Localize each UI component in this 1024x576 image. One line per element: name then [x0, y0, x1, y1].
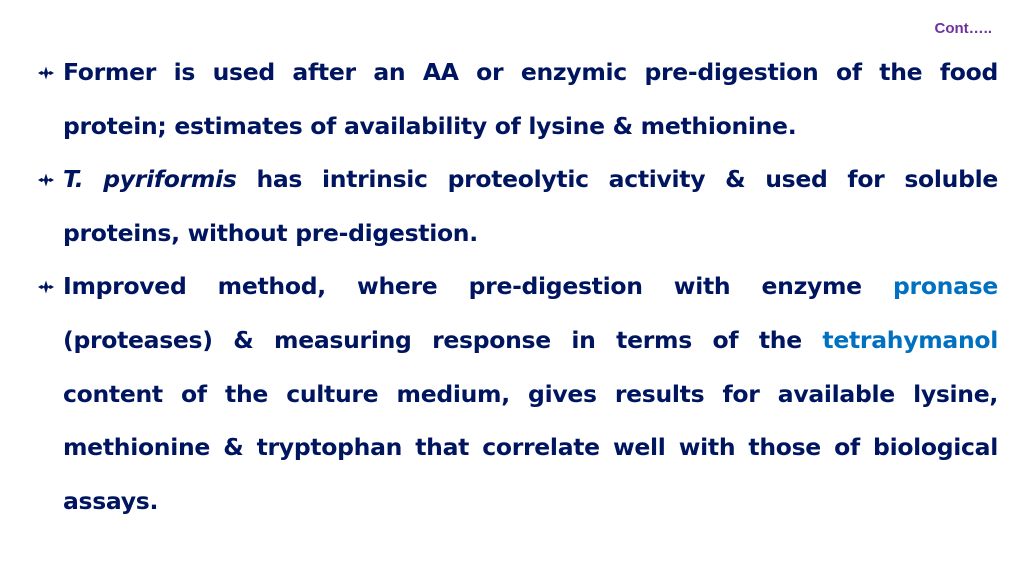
bullet-3-text-c: content of the culture medium, gives results for available lysine, methionine & tryptophan that correlate well with those of biological assays. [63, 379, 998, 515]
highlight-tetrahymanol: tetrahymanol [822, 325, 998, 354]
bullet-3-text-b: (proteases) & measuring response in terms of the [63, 325, 823, 354]
highlight-pronase: pronase [893, 272, 998, 301]
slide-content [36, 46, 998, 528]
organism-name: T. pyriformis [63, 165, 237, 194]
bullet-point-3 [36, 260, 998, 528]
bullet-1-text: Former is used after an AA or enzymic pre-digestion of the food protein; estimates of availability of lysine & methionine. [63, 58, 998, 140]
continued-label: Cont….. [934, 20, 992, 37]
bullet-point-1 [36, 46, 998, 153]
diamond-bullet-icon [36, 279, 56, 295]
bullet-point-2 [36, 153, 998, 260]
bullet-2-text: has intrinsic proteolytic activity & used for soluble proteins, without pre-digestion. [63, 165, 998, 247]
diamond-bullet-icon [36, 65, 56, 81]
bullet-3-text-a: Improved method, where pre-digestion with enzyme [63, 272, 894, 301]
diamond-bullet-icon [36, 172, 56, 188]
